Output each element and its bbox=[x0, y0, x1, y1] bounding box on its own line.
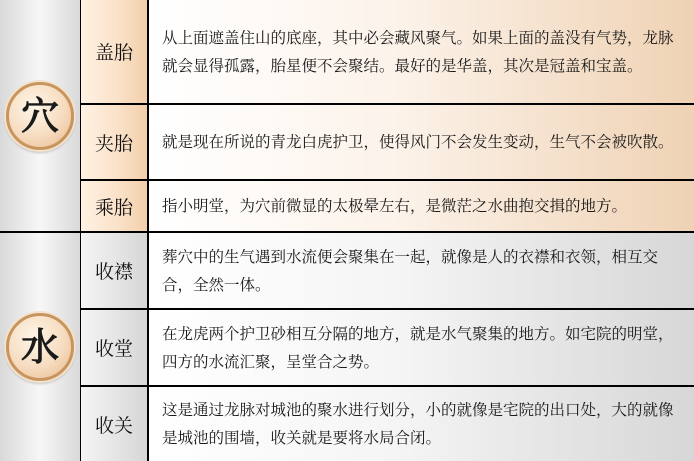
badge-water-text: 水 bbox=[20, 325, 59, 369]
badge-cave-text: 穴 bbox=[20, 93, 59, 138]
row-description bbox=[149, 387, 694, 461]
group-water bbox=[0, 233, 80, 461]
row-description-text: 在龙虎两个护卫砂相互分隔的地方，就是水气聚集的地方。如宅院的明堂，四方的水流汇聚，呈堂合之势。 bbox=[162, 324, 674, 371]
row-description-text: 葬穴中的生气遇到水流便会聚集在一起，就像是人的衣襟和衣领，相互交合，全然一体。 bbox=[162, 247, 659, 294]
row-label: 夹胎 bbox=[81, 105, 147, 179]
row-description bbox=[149, 0, 694, 103]
row-shoujin bbox=[81, 233, 694, 308]
row-chengtai bbox=[81, 181, 694, 231]
row-description-text: 指小明堂，为穴前微显的太极晕左右，是微茫之水曲抱交揖的地方。 bbox=[162, 197, 628, 215]
row-shoutang bbox=[81, 310, 694, 385]
group-cave bbox=[0, 0, 80, 231]
row-label: 乘胎 bbox=[81, 181, 147, 231]
row-label: 盖胎 bbox=[81, 0, 147, 103]
row-description-text: 就是现在所说的青龙白虎护卫，使得风门不会发生变动，生气不会被吹散。 bbox=[162, 133, 674, 151]
row-description bbox=[149, 105, 694, 179]
row-description-text: 这是通过龙脉对城池的聚水进行划分，小的就像是宅院的出口处，大的就像是城池的围墙，收关就是要将水局合闭。 bbox=[162, 401, 674, 447]
badge-water bbox=[6, 313, 74, 381]
row-description bbox=[149, 181, 694, 231]
row-description bbox=[149, 310, 694, 385]
row-description bbox=[149, 233, 694, 308]
badge-cave bbox=[6, 82, 74, 150]
row-jiatai bbox=[81, 105, 694, 179]
row-gaitai bbox=[81, 0, 694, 103]
row-description-text: 从上面遮盖住山的底座，其中必会藏风聚气。如果上面的盖没有气势，龙脉就会显得孤露，胎星便不会聚结。最好的是华盖，其次是冠盖和宝盖。 bbox=[162, 28, 674, 75]
row-label: 收堂 bbox=[81, 310, 147, 385]
row-label: 收关 bbox=[81, 387, 147, 461]
row-label: 收襟 bbox=[81, 233, 147, 308]
row-shouguan bbox=[81, 387, 694, 461]
